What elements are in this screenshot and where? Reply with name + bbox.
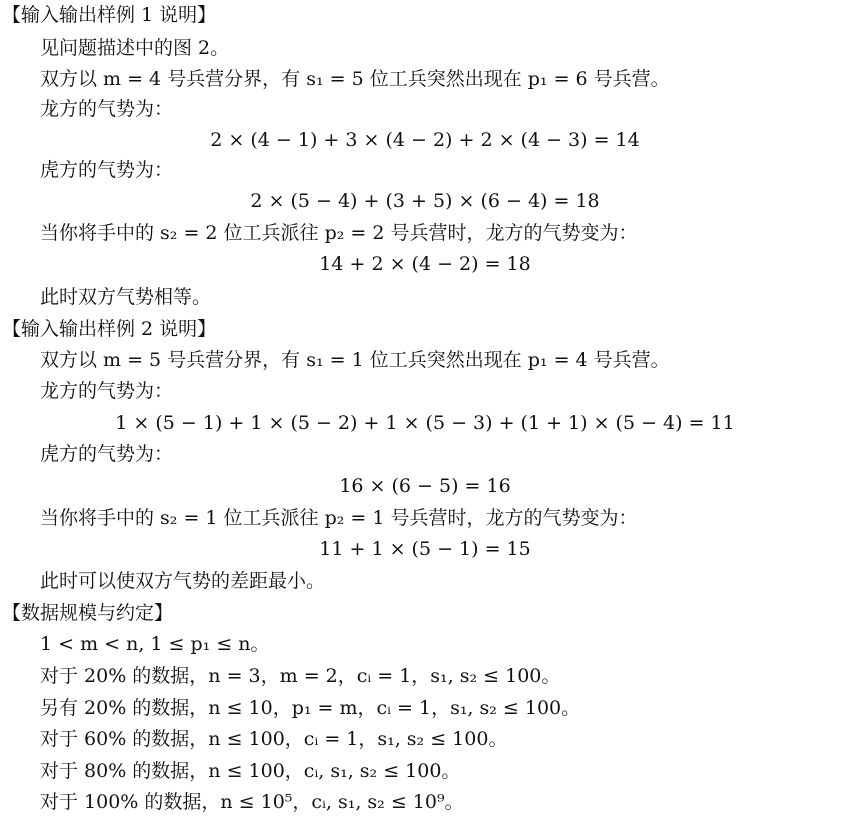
text-line: 1 < m < n, 1 ≤ p₁ ≤ n。	[40, 633, 270, 655]
text-line: 龙方的气势为：	[40, 380, 174, 402]
section-heading-sample-1: 【输入输出样例 1 说明】	[2, 4, 217, 26]
text-line: 双方以 m = 4 号兵营分界，有 s₁ = 5 位工兵突然出现在 p₁ = 6 号兵营。	[40, 68, 670, 90]
text-line: 此时可以使双方气势的差距最小。	[40, 570, 326, 592]
text-line: 对于 80% 的数据，n ≤ 100，cᵢ, s₁, s₂ ≤ 100。	[40, 760, 461, 782]
text-line: 龙方的气势为：	[40, 98, 174, 120]
text-line: 对于 20% 的数据，n = 3，m = 2，cᵢ = 1，s₁, s₂ ≤ 100。	[40, 665, 561, 687]
text-line: 虎方的气势为：	[40, 159, 174, 181]
formula-line: 11 + 1 × (5 − 1) = 15	[319, 538, 531, 560]
formula-line: 16 × (6 − 5) = 16	[339, 475, 511, 497]
section-heading-constraints: 【数据规模与约定】	[2, 602, 174, 624]
text-line: 见问题描述中的图 2。	[40, 37, 230, 59]
formula-line: 2 × (4 − 1) + 3 × (4 − 2) + 2 × (4 − 3) = 14	[210, 129, 640, 151]
text-line: 双方以 m = 5 号兵营分界，有 s₁ = 1 位工兵突然出现在 p₁ = 4 号兵营。	[40, 349, 670, 371]
section-heading-sample-2: 【输入输出样例 2 说明】	[2, 318, 217, 340]
formula-line: 14 + 2 × (4 − 2) = 18	[319, 253, 531, 275]
text-line: 当你将手中的 s₂ = 2 位工兵派往 p₂ = 2 号兵营时，龙方的气势变为：	[40, 222, 638, 244]
text-line: 对于 100% 的数据，n ≤ 10⁵，cᵢ, s₁, s₂ ≤ 10⁹。	[40, 791, 464, 813]
text-line: 另有 20% 的数据，n ≤ 10，p₁ = m，cᵢ = 1，s₁, s₂ ≤ 100。	[40, 697, 581, 719]
formula-line: 2 × (5 − 4) + (3 + 5) × (6 − 4) = 18	[250, 190, 600, 212]
text-line: 当你将手中的 s₂ = 1 位工兵派往 p₂ = 1 号兵营时，龙方的气势变为：	[40, 507, 638, 529]
text-line: 此时双方气势相等。	[40, 286, 212, 308]
text-line: 虎方的气势为：	[40, 443, 174, 465]
formula-line: 1 × (5 − 1) + 1 × (5 − 2) + 1 × (5 − 3) + (1 + 1) × (5 − 4) = 11	[115, 412, 735, 434]
text-line: 对于 60% 的数据，n ≤ 100，cᵢ = 1，s₁, s₂ ≤ 100。	[40, 728, 508, 750]
